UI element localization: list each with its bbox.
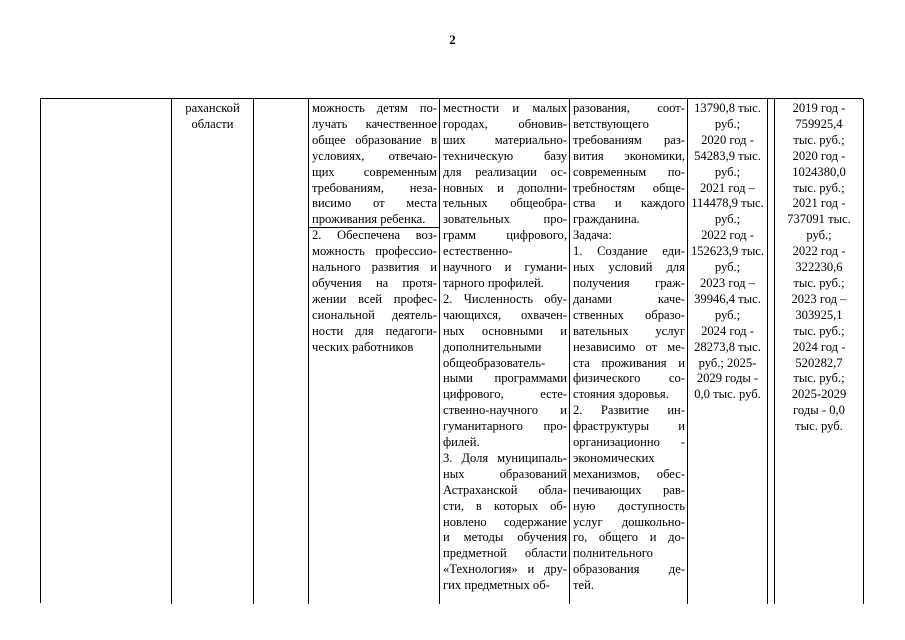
cell-text-line: 1. Создание еди- [573,244,685,259]
cell-text-line: услуг дошкольно- [573,514,685,529]
cell-text-line: руб.; [714,260,741,275]
cell-text-line: го, общего и до- [573,530,685,545]
cell-text-line: ческих работников [312,339,414,354]
cell-text-line: разования, соот- [573,101,685,115]
cell-text-line: 2. Обеспечена воз- [312,228,437,243]
cell-text-line: 2022 год - [701,228,754,243]
col-indicators [440,99,570,604]
cell-text-line: требностям обще- [573,180,685,195]
cell-text-line: гуманитарного про- [443,419,567,434]
cell-text-line: новлено содержание [443,514,567,529]
cell-text-line: гражданина. [573,212,640,227]
cell-text-line: грамм цифрового, [443,228,567,243]
cell-text-line: 520282,7 [795,355,843,370]
cell-text-line: 2023 год – [791,291,847,306]
cell-text-line: раханской [185,101,240,115]
cell-text-line: зовательных про- [443,212,567,227]
cell-text-line: тыс. руб.; [793,132,845,147]
cell-text-line: 759925,4 [795,116,843,131]
cell-text-line: тей. [573,578,594,593]
cell-text-line: данами каче- [573,291,685,306]
page-number: 2 [449,32,456,47]
cell-text-line: 114478,9 тыс. [691,196,764,211]
cell-text-line: печивающих рав- [573,482,685,497]
cell-text-line: гих предметных об- [443,578,550,593]
cell-text-line: научного и гумани- [443,260,567,275]
cell-text-line: тыс. руб.; [793,275,845,290]
cell-text-line: стояния здоровья. [573,387,669,402]
cell-text-line: руб.; 2025- [698,355,757,370]
cell-text-line: 54283,9 тыс. [694,148,761,163]
cell-text-line: руб.; [714,116,741,131]
cell-text-line: независимо от ме- [573,339,685,354]
cell-text-line: предметной области [443,546,567,561]
cell-text-line: 3. Доля муниципаль- [443,450,567,465]
cell-text-line: ности для педагоги- [312,323,437,338]
cell-text-line: Астраханской обла- [443,482,567,497]
col-goals [570,99,688,604]
row-separator [309,227,440,228]
cell-text-line: 2020 год - [701,132,754,147]
cell-text-line: 152623,9 тыс. [690,244,765,259]
cell-text-line: ную доступность [573,498,685,513]
cell-text-line: руб.; [714,164,741,179]
cell-text-line: цифрового, есте- [443,387,567,402]
document-table [40,98,863,603]
cell-text-line: городах, обновив- [443,116,567,131]
cell-text-line: сти, в которых об- [443,498,567,513]
cell-text-line: ста проживания и [573,355,685,370]
cell-text-line: ших материально- [443,132,567,147]
cell-text-line: можность детям по- [312,101,437,115]
cell-text-line: и методы обучения [443,530,567,545]
col-financing [775,99,864,604]
cell-text-line: общее образование в [312,132,437,147]
cell-text-line: ных условий для [573,260,685,275]
cell-text-line: тарного профилей. [443,275,544,290]
cell-text-line: чающихся, охвачен- [443,307,567,322]
cell-text-line: для реализации ос- [443,164,567,179]
cell-text-line: 1024380,0 [792,164,846,179]
cell-text-line: «Технология» и дру- [443,562,567,577]
cell-text-line: проживания ребенка. [312,212,426,227]
cell-text-line: 2. Численность обу- [443,291,567,306]
cell-text-line: висимо от места [312,196,437,211]
cell-text-line: 2022 год - [792,244,846,259]
cell-text-line: физического со- [573,371,685,386]
col-region [172,99,254,604]
cell-text-line: 2024 год - [701,323,754,338]
cell-text-line: естественно- [443,244,513,259]
cell-text-line: области [191,116,234,131]
cell-text-line: современным по- [573,164,685,179]
cell-text-line: ных образований [443,466,567,481]
cell-text-line: вития экономики, [573,148,685,163]
cell-text-line: тыс. руб.; [793,180,845,195]
cell-text-line: организационно - [573,435,685,450]
cell-text-line: полнительного [573,546,653,561]
cell-text-line: тыс. руб. [795,419,843,434]
cell-text-line: ными программами [443,371,567,386]
cell-text-line: техническую базу [443,148,567,163]
cell-text-line: нального развития и [312,260,437,275]
col-8 [768,99,775,604]
cell-text-line: сиональной деятель- [312,307,437,322]
cell-text-line: тельных общеобра- [443,196,567,211]
cell-text-line: механизмов, обес- [573,466,685,481]
cell-text-line: местности и малых [443,101,567,115]
cell-text-line: 2. Развитие ин- [573,403,685,418]
cell-text-line: 2025-2029 [791,387,847,402]
cell-text-line: годы - 0,0 [793,403,845,418]
cell-text-line: ветствующего [573,116,649,131]
col-3 [254,99,309,604]
cell-text-line: 2019 год - [792,101,846,115]
cell-text-line: 737091 тыс. [787,212,851,227]
cell-text-line: 2021 год - [792,196,846,211]
cell-text-line: жении всей профес- [312,291,437,306]
cell-text-line: требованиям, неза- [312,180,437,195]
cell-text-line: 2024 год - [792,339,846,354]
cell-text-line: руб.; [714,212,741,227]
cell-text-line: ных основными и [443,323,567,338]
cell-text-line: тыс. руб.; [793,323,845,338]
cell-text-line: 303925,1 [795,307,843,322]
cell-text-line: ственных образо- [573,307,685,322]
cell-text-line: Задача: [573,228,612,243]
cell-text-line: ства и каждого [573,196,685,211]
col-results [309,99,440,604]
cell-text-line: 2023 год – [700,275,755,290]
cell-text-line: 39946,4 тыс. [694,291,761,306]
cell-text-line: лучать качественное [312,116,437,131]
cell-text-line: филей. [443,435,480,450]
cell-text-line: экономических [573,450,655,465]
cell-text-line: 13790,8 тыс. [694,101,761,115]
cell-text-line: образования де- [573,562,685,577]
cell-text-line: вательных услуг [573,323,685,338]
cell-text-line: дополнительными [443,339,542,354]
cell-text-line: 28273,8 тыс. [694,339,761,354]
cell-text-line: щих современным [312,164,437,179]
cell-text-line: руб.; [714,307,741,322]
col-budget [688,99,768,604]
cell-text-line: условиях, отвечаю- [312,148,437,163]
cell-text-line: тыс. руб.; [793,371,845,386]
cell-text-line: новных и дополни- [443,180,567,195]
cell-text-line: 322230,6 [795,260,843,275]
col-1 [41,99,172,604]
cell-text-line: 2021 год – [700,180,755,195]
cell-text-line: 2020 год - [792,148,846,163]
cell-text-line: получения граж- [573,275,685,290]
cell-text-line: 2029 годы - [696,371,759,386]
cell-text-line: требованиям раз- [573,132,685,147]
cell-text-line: обучения на протя- [312,275,437,290]
cell-text-line: можность профессио- [312,244,437,259]
cell-text-line: ственно-научного и [443,403,567,418]
cell-text-line: 0,0 тыс. руб. [694,387,761,402]
cell-text-line: общеобразователь- [443,355,546,370]
cell-text-line: руб.; [806,228,832,243]
cell-text-line: фраструктуры и [573,419,685,434]
